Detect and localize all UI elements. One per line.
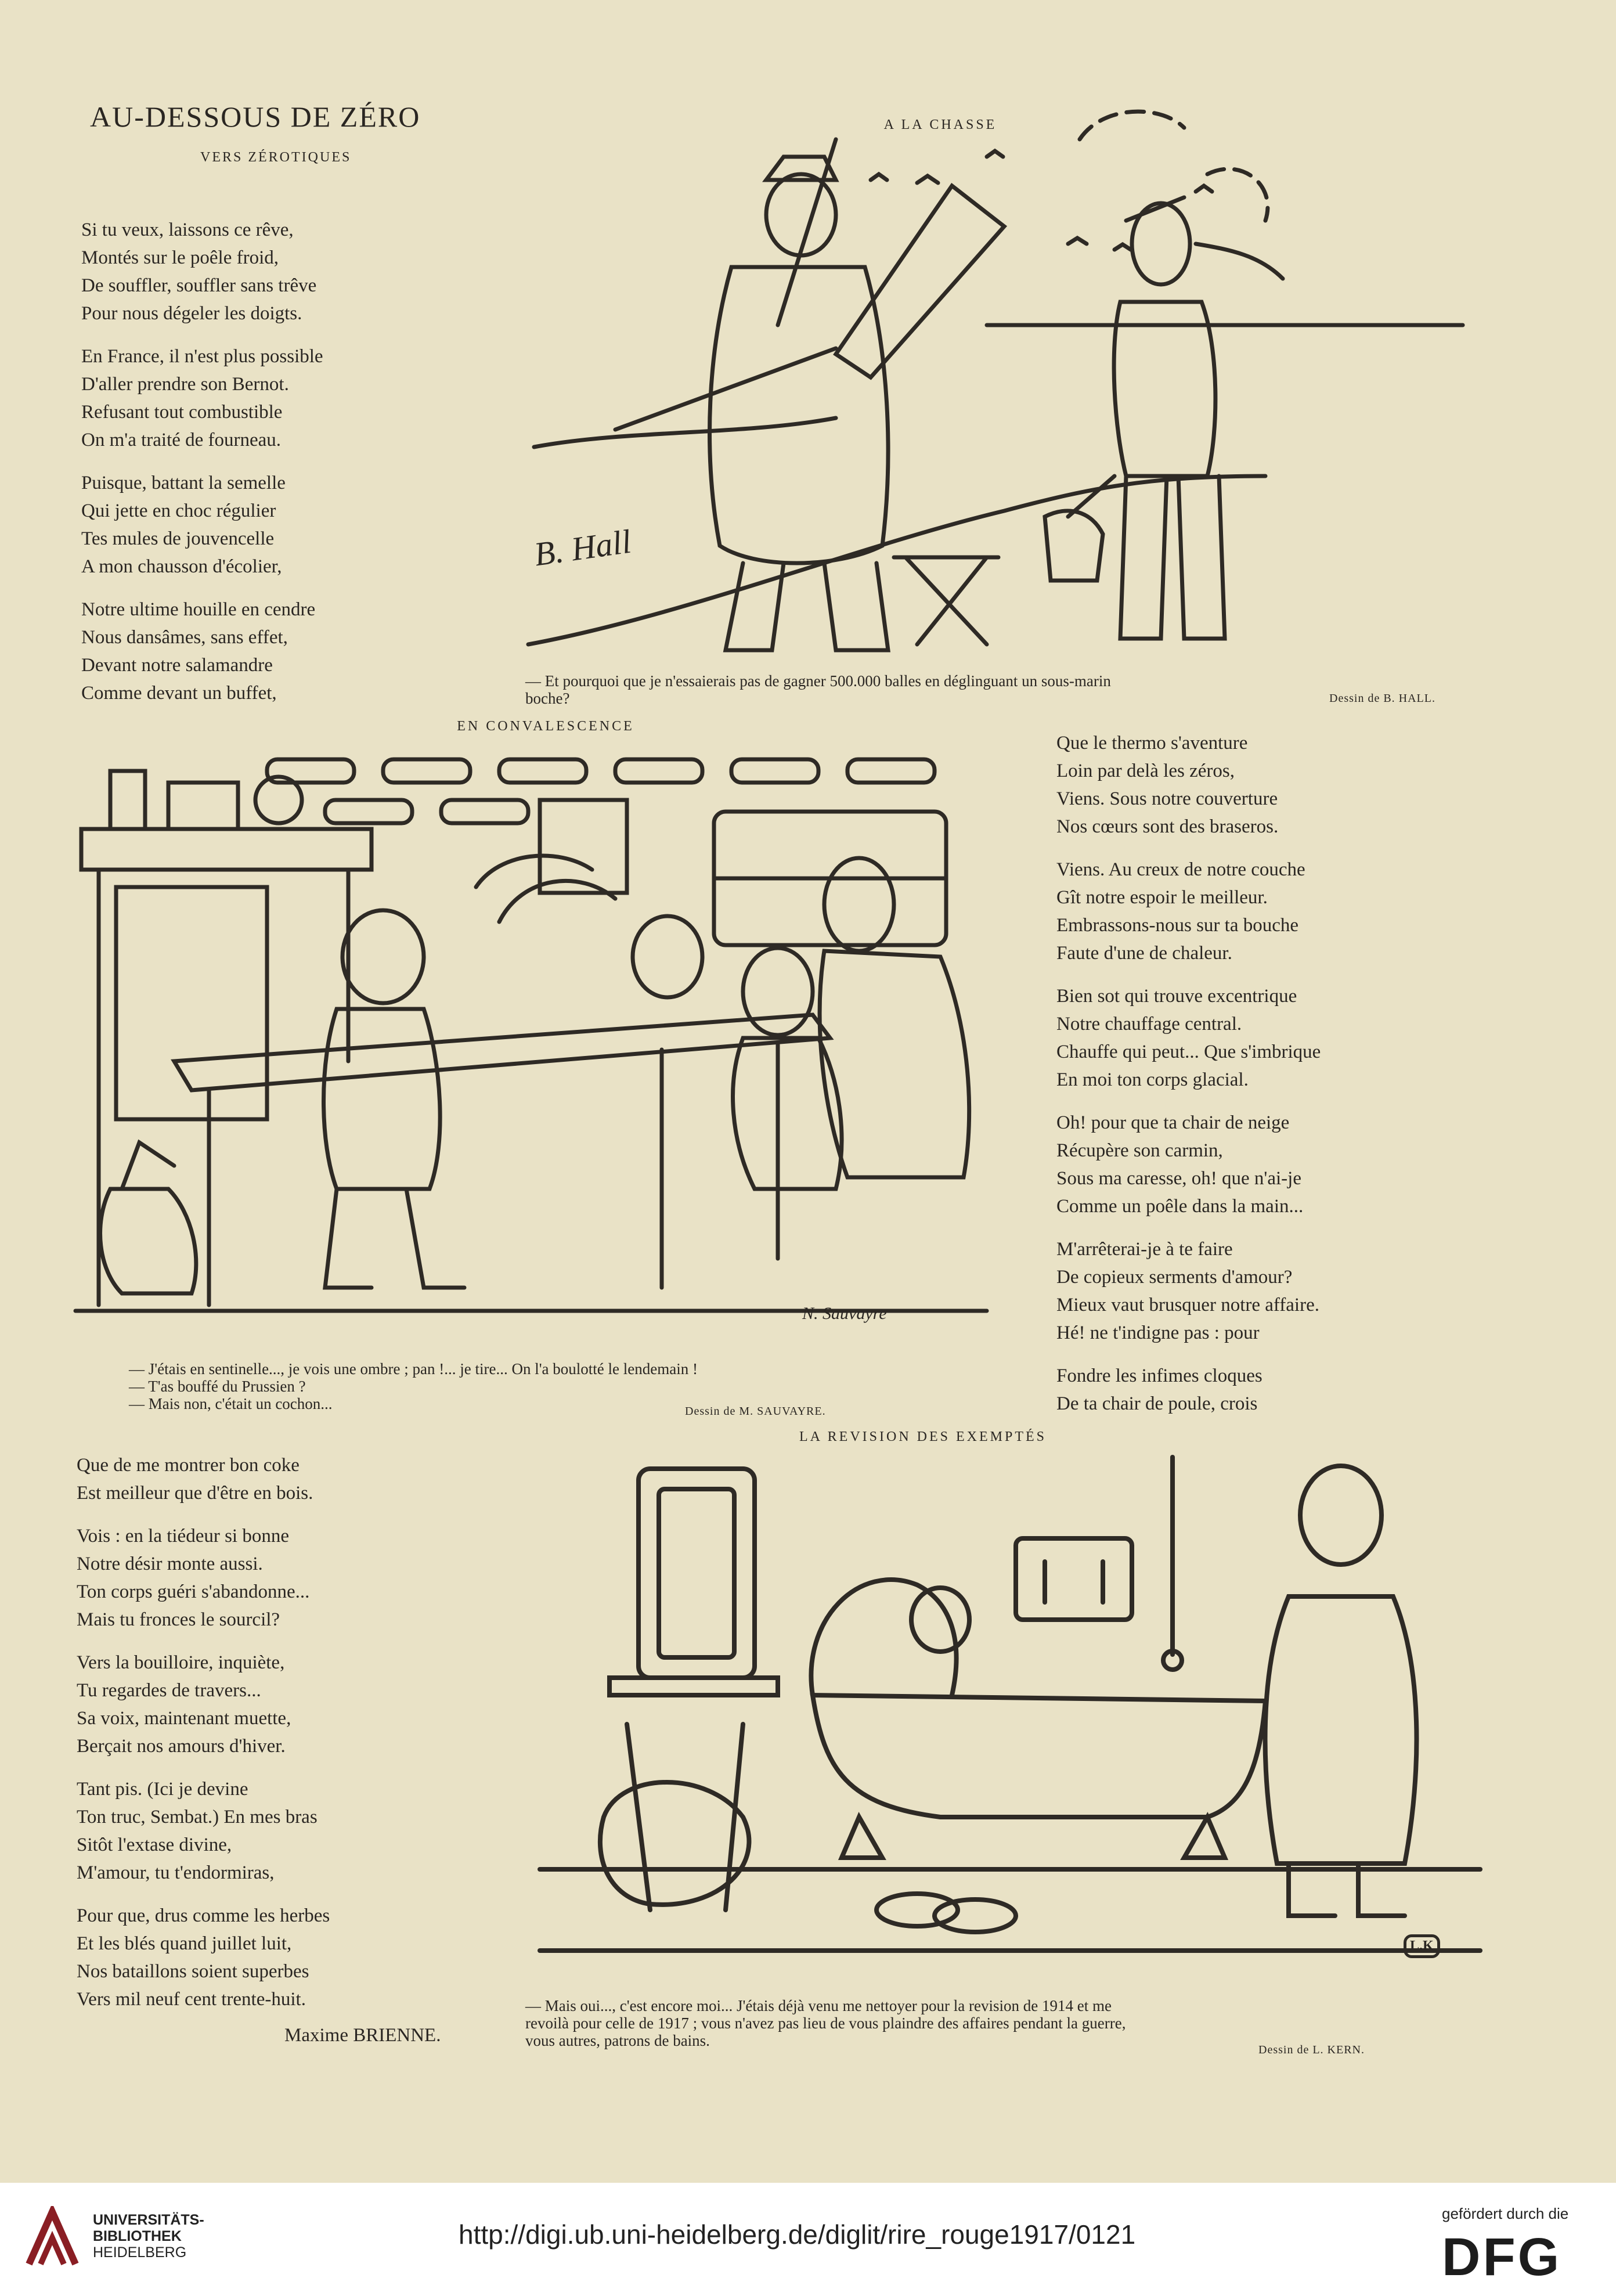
- poem-line: En France, il n'est plus possible: [81, 346, 323, 367]
- bathtub-cartoon-signature: L.K: [1404, 1934, 1440, 1958]
- institution-line: HEIDELBERG: [93, 2244, 187, 2261]
- poem-column-3: [77, 1451, 330, 2028]
- poem-line: Loin par delà les zéros,: [1056, 760, 1235, 781]
- convalescence-cartoon-credit: Dessin de M. SAUVAYRE.: [685, 1405, 826, 1418]
- poem-line: Est meilleur que d'être en bois.: [77, 1483, 313, 1504]
- caption-line: — Mais non, c'était un cochon...: [129, 1395, 333, 1412]
- university-seal-icon: [23, 2206, 81, 2270]
- poem-line: Faute d'une de chaleur.: [1056, 943, 1232, 964]
- poem-line: Qui jette en choc régulier: [81, 500, 276, 521]
- poem-line: Que de me montrer bon coke: [77, 1455, 300, 1476]
- poem-line: Tes mules de jouvencelle: [81, 528, 275, 549]
- poem-line: Nous dansâmes, sans effet,: [81, 627, 288, 648]
- poem-line: Notre ultime houille en cendre: [81, 599, 316, 620]
- poem-line: On m'a traité de fourneau.: [81, 430, 282, 450]
- poem-line: M'amour, tu t'endormiras,: [77, 1862, 275, 1883]
- poem-line: Et les blés quand juillet luit,: [77, 1933, 292, 1954]
- poem-line: En moi ton corps glacial.: [1056, 1069, 1249, 1090]
- poem-line: Viens. Sous notre couverture: [1056, 788, 1278, 809]
- poem-line: Viens. Au creux de notre couche: [1056, 859, 1305, 880]
- caption-line: boche?: [525, 690, 570, 707]
- poem-line: Récupère son carmin,: [1056, 1140, 1223, 1161]
- institution-line: UNIVERSITÄTS-: [93, 2212, 204, 2228]
- poem-stanza: [81, 343, 323, 454]
- poem-stanza: [77, 1522, 330, 1634]
- poem-line: Fondre les infimes cloques: [1056, 1365, 1262, 1386]
- poem-stanza: [81, 216, 323, 327]
- poem-stanza: [1056, 1362, 1321, 1418]
- hunting-cartoon-credit: Dessin de B. HALL.: [1329, 692, 1435, 705]
- poem-line: Hé! ne t'indigne pas : pour: [1056, 1322, 1260, 1343]
- dfg-logo: DFG: [1442, 2227, 1562, 2287]
- poem-line: Sa voix, maintenant muette,: [77, 1708, 291, 1729]
- caption-line: vous autres, patrons de bains.: [525, 2032, 710, 2049]
- poem-stanza: [77, 1451, 330, 1507]
- poem-line: Pour que, drus comme les herbes: [77, 1905, 330, 1926]
- poem-line: Vers mil neuf cent trente-huit.: [77, 1989, 306, 2010]
- poem-line: Vers la bouilloire, inquiète,: [77, 1652, 285, 1673]
- poem-stanza: [1056, 856, 1321, 967]
- caption-line: revoilà pour celle de 1917 ; vous n'avez pas lieu de vous plaindre des affaires pendant la guerre,: [525, 2014, 1126, 2032]
- poem-line: Notre désir monte aussi.: [77, 1554, 263, 1574]
- poem-stanza: [77, 1775, 330, 1887]
- cartoon-title-revision: LA REVISION DES EXEMPTÉS: [799, 1429, 1047, 1444]
- poem-signature: Maxime BRIENNE.: [284, 2025, 441, 2046]
- poem-line: Oh! pour que ta chair de neige: [1056, 1112, 1290, 1133]
- poem-stanza: [1056, 982, 1321, 1094]
- poem-stanza: [81, 596, 323, 707]
- convalescence-cartoon-illustration: [58, 736, 1033, 1346]
- poem-line: Chauffe qui peut... Que s'imbrique: [1056, 1041, 1321, 1062]
- poem-line: Nos cœurs sont des braseros.: [1056, 816, 1279, 837]
- poem-line: D'aller prendre son Bernot.: [81, 374, 289, 395]
- poem-line: De ta chair de poule, crois: [1056, 1393, 1258, 1414]
- poem-column-1: [81, 216, 323, 722]
- poem-stanza: [1056, 729, 1321, 841]
- poem-stanza: [77, 1902, 330, 2013]
- poem-line: Comme devant un buffet,: [81, 683, 277, 704]
- convalescence-cartoon-caption: [129, 1360, 1034, 1412]
- source-url-link[interactable]: http://digi.ub.uni-heidelberg.de/diglit/rire_rouge1917/0121: [459, 2219, 1136, 2250]
- poem-line: Tant pis. (Ici je devine: [77, 1779, 248, 1800]
- poem-line: Puisque, battant la semelle: [81, 473, 286, 493]
- poem-line: Montés sur le poêle froid,: [81, 247, 279, 268]
- caption-line: — T'as bouffé du Prussien ?: [129, 1378, 306, 1395]
- cartoon-title-convalescence: EN CONVALESCENCE: [457, 719, 634, 734]
- poem-line: Vois : en la tiédeur si bonne: [77, 1526, 289, 1547]
- poem-line: Mieux vaut brusquer notre affaire.: [1056, 1295, 1319, 1315]
- poem-line: Si tu veux, laissons ce rêve,: [81, 219, 294, 240]
- poem-line: Sous ma caresse, oh! que n'ai-je: [1056, 1168, 1301, 1189]
- poem-line: Que le thermo s'aventure: [1056, 733, 1248, 754]
- convalescence-cartoon-signature: N. Sauvayre: [802, 1304, 887, 1323]
- library-footer: [0, 2183, 1616, 2296]
- poem-stanza: [1056, 1235, 1321, 1347]
- institution-line: BIBLIOTHEK: [93, 2228, 182, 2244]
- caption-line: — Mais oui..., c'est encore moi... J'étais déjà venu me nettoyer pour la revision de 1914 et me: [525, 1997, 1112, 2014]
- poem-line: A mon chausson d'écolier,: [81, 556, 282, 577]
- poem-line: De souffler, souffler sans trêve: [81, 275, 317, 296]
- poem-line: M'arrêterai-je à te faire: [1056, 1239, 1233, 1260]
- cartoon-title-chasse: A LA CHASSE: [883, 117, 997, 132]
- poem-line: Gît notre espoir le meilleur.: [1056, 887, 1268, 908]
- poem-column-2: [1056, 729, 1321, 1433]
- poem-stanza: [81, 469, 323, 581]
- poem-line: Nos bataillons soient superbes: [77, 1961, 309, 1982]
- funding-text: gefördert durch die: [1442, 2205, 1569, 2222]
- hunting-cartoon-illustration: [511, 104, 1486, 668]
- bathtub-cartoon-credit: Dessin de L. KERN.: [1258, 2043, 1365, 2056]
- poem-line: Devant notre salamandre: [81, 655, 273, 676]
- caption-line: — Et pourquoi que je n'essaierais pas de gagner 500.000 balles en déglinguant un sous-marin: [525, 672, 1111, 690]
- institution-name: [93, 2212, 204, 2261]
- poem-line: Bien sot qui trouve excentrique: [1056, 986, 1297, 1007]
- poem-stanza: [1056, 1109, 1321, 1220]
- caption-line: — J'étais en sentinelle..., je vois une ombre ; pan !... je tire... On l'a boulotté le lendemain !: [129, 1360, 698, 1378]
- poem-line: Mais tu fronces le sourcil?: [77, 1609, 280, 1630]
- poem-line: Tu regardes de travers...: [77, 1680, 261, 1701]
- poem-line: Comme un poêle dans la main...: [1056, 1196, 1304, 1217]
- poem-line: Pour nous dégeler les doigts.: [81, 303, 302, 324]
- poem-title: AU-DESSOUS DE ZÉRO: [90, 100, 421, 133]
- poem-line: Berçait nos amours d'hiver.: [77, 1736, 286, 1757]
- poem-line: Sitôt l'extase divine,: [77, 1834, 232, 1855]
- bathtub-cartoon-caption: [525, 1997, 1477, 2049]
- poem-line: Notre chauffage central.: [1056, 1014, 1242, 1035]
- poem-line: Refusant tout combustible: [81, 402, 283, 423]
- poem-subtitle: VERS ZÉROTIQUES: [200, 150, 352, 165]
- poem-line: De copieux serments d'amour?: [1056, 1267, 1293, 1288]
- poem-line: Ton corps guéri s'abandonne...: [77, 1581, 310, 1602]
- bathtub-cartoon-illustration: [534, 1446, 1486, 1997]
- poem-stanza: [77, 1649, 330, 1760]
- hunting-cartoon-signature: B. Hall: [532, 522, 634, 574]
- poem-line: Embrassons-nous sur ta bouche: [1056, 915, 1299, 936]
- poem-line: Ton truc, Sembat.) En mes bras: [77, 1807, 318, 1828]
